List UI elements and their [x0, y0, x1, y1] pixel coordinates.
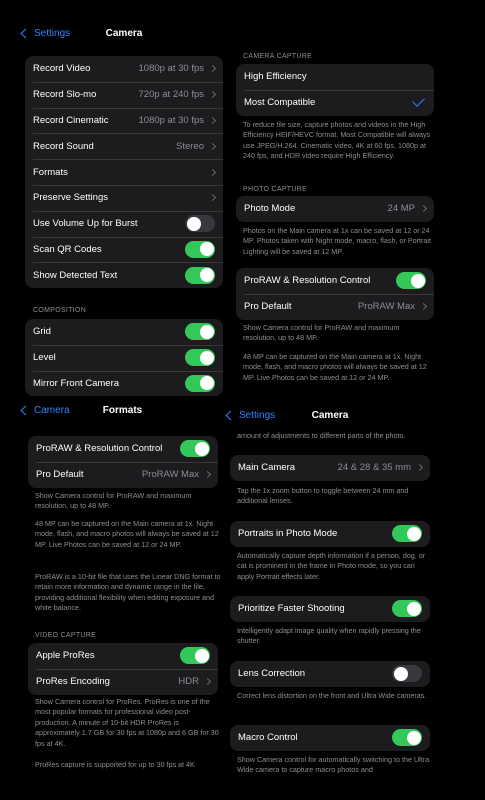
proraw-toggle[interactable]: [396, 272, 426, 289]
row-value: 1080p at 30 fps: [138, 114, 204, 126]
row-label: Most Compatible: [244, 97, 316, 109]
detected-text-toggle[interactable]: [185, 267, 215, 284]
portraits-row: [230, 521, 430, 547]
back-label: Camera: [34, 405, 70, 416]
row-label: Pro Default: [244, 301, 292, 313]
record-cinematic-row[interactable]: [25, 108, 223, 134]
level-row: [25, 345, 223, 371]
row-label: Portraits in Photo Mode: [238, 528, 338, 540]
camera-settings-panel: [0, 0, 228, 405]
high-efficiency-option[interactable]: [236, 64, 434, 90]
chevron-right-icon: [209, 91, 216, 98]
row-value: 1080p at 30 fps: [138, 63, 204, 75]
mirror-front-row: [25, 371, 223, 397]
macro-control-group: [230, 725, 430, 751]
row-label: Show Detected Text: [33, 269, 118, 281]
volume-burst-toggle[interactable]: [185, 215, 215, 232]
grid-row: [25, 319, 223, 345]
row-label: Apple ProRes: [36, 650, 95, 662]
mirror-front-toggle[interactable]: [185, 375, 215, 392]
pro-default-row[interactable]: [28, 462, 218, 488]
volume-burst-row: [25, 211, 223, 237]
proraw-row: [236, 268, 434, 294]
pro-default-row[interactable]: [236, 294, 434, 320]
chevron-right-icon: [209, 194, 216, 201]
photo-mode-footnote: Photos on the Main camera at 1x can be saved at 12 or 24 MP. Photos taken with Night mode, macro, flash, or Portrait Lighting will be saved at 12 MP.: [243, 226, 432, 256]
row-label: Macro Control: [238, 732, 298, 744]
row-label: Preserve Settings: [33, 192, 108, 204]
row-label: Prioritize Faster Shooting: [238, 603, 345, 615]
main-camera-footnote: Tap the 1x zoom button to toggle between 24 mm and additional lenses.: [237, 486, 409, 506]
faster-shooting-toggle[interactable]: [392, 600, 422, 617]
portraits-toggle[interactable]: [392, 525, 422, 542]
navigation-bar: [0, 397, 225, 425]
page-title: Camera: [105, 28, 143, 39]
proraw-footnote-1: Show Camera control for ProRAW and maximum resolution, up to 48 MP.: [243, 323, 400, 343]
composition-group: [25, 319, 223, 396]
portraits-footnote: Automatically capture depth information if a person, dog, or cat is prominent in the frame in Photo mode, so you can apply Portrait effects later.: [237, 551, 426, 581]
formats-panel: [0, 397, 225, 800]
row-label: Main Camera: [238, 462, 296, 474]
top-footnote: amount of adjustments to different parts of the photo.: [237, 431, 406, 440]
row-value: 24 MP: [387, 203, 415, 215]
macro-control-footnote: Show Camera control for automatically switching to the Ultra Wide camera to capture macro photos and: [237, 755, 430, 775]
most-compatible-option[interactable]: [236, 90, 434, 116]
proraw-footnote-2: 48 MP can be captured on the Main camera at 1x. Night mode, flash, and macro photos will always be saved at 12 MP. Live Photos can be saved at 12 or 24 MP.: [243, 352, 427, 382]
row-value: 24 & 28 & 35 mm: [337, 462, 411, 474]
chevron-right-icon: [420, 303, 427, 310]
chevron-right-icon: [209, 65, 216, 72]
lens-correction-footnote: Correct lens distortion on the front and Ultra Wide cameras.: [237, 691, 427, 700]
record-video-row[interactable]: [25, 56, 223, 82]
row-label: Pro Default: [36, 469, 84, 481]
section-header-composition: COMPOSITION: [33, 307, 87, 314]
row-label: ProRAW & Resolution Control: [36, 443, 163, 455]
section-header-photo-capture: PHOTO CAPTURE: [243, 186, 308, 193]
scan-qr-toggle[interactable]: [185, 241, 215, 258]
back-label: Settings: [239, 410, 276, 421]
scan-qr-row: [25, 237, 223, 263]
chevron-right-icon: [204, 471, 211, 478]
lens-correction-group: [230, 661, 430, 687]
prores-footnote-1: Show Camera control for ProRes. ProRes is one of the most popular formats for professional video post-production. A minute of 10-bit HDR ProRes is approximately 1.7 GB for 30 fps at 1080p and 6 GB for 30 fps at 4K.: [35, 697, 219, 748]
row-value: 720p at 240 fps: [138, 89, 204, 101]
row-value: ProRAW Max: [141, 469, 199, 481]
chevron-right-icon: [209, 117, 216, 124]
row-label: Lens Correction: [238, 668, 306, 680]
camera-panel: [225, 402, 485, 800]
macro-control-row: [230, 725, 430, 751]
faster-shooting-footnote: Intelligently adapt image quality when rapidly pressing the shutter.: [237, 626, 421, 646]
faster-shooting-row: [230, 596, 430, 622]
formats-settings-panel: [228, 0, 485, 405]
proraw-footnote-2: 48 MP can be captured on the Main camera at 1x. Night mode, flash, and macro photos will always be saved at 12 MP. Live Photos can be saved at 12 or 24 MP.: [35, 519, 219, 549]
faster-shooting-group: [230, 596, 430, 622]
record-sound-row[interactable]: [25, 133, 223, 159]
chevron-right-icon: [204, 678, 211, 685]
section-header-video-capture: VIDEO CAPTURE: [35, 632, 97, 639]
main-camera-row[interactable]: [230, 455, 430, 481]
record-slomo-row[interactable]: [25, 82, 223, 108]
detected-text-row: [25, 262, 223, 288]
row-label: Photo Mode: [244, 203, 296, 215]
proraw-group: [236, 268, 434, 320]
row-label: ProRes Encoding: [36, 676, 110, 688]
row-label: Formats: [33, 166, 68, 178]
row-label: Record Cinematic: [33, 114, 109, 126]
chevron-right-icon: [209, 169, 216, 176]
photo-mode-row[interactable]: [236, 196, 434, 222]
page-title: Camera: [311, 410, 349, 421]
row-label: High Efficiency: [244, 71, 307, 83]
page-title: Formats: [102, 405, 143, 416]
photo-mode-group: [236, 196, 434, 222]
apple-prores-row: [28, 643, 218, 669]
chevron-right-icon: [416, 464, 423, 471]
preserve-settings-row[interactable]: [25, 185, 223, 211]
lens-correction-toggle[interactable]: [392, 665, 422, 682]
video-capture-group: [28, 643, 218, 695]
camera-capture-group: [236, 64, 434, 116]
row-label: Grid: [33, 326, 51, 338]
macro-control-toggle[interactable]: [392, 729, 422, 746]
row-value: ProRAW Max: [357, 301, 415, 313]
grid-toggle[interactable]: [185, 323, 215, 340]
prores-footnote-2: ProRes capture is supported for up to 30 fps at 4K: [35, 760, 195, 769]
video-settings-group: [25, 56, 223, 288]
apple-prores-toggle[interactable]: [180, 647, 210, 664]
chevron-right-icon: [420, 205, 427, 212]
row-value: Stereo: [176, 140, 204, 152]
row-label: Mirror Front Camera: [33, 377, 120, 389]
row-label: Level: [33, 352, 56, 364]
navigation-bar: [0, 20, 228, 48]
row-label: Record Video: [33, 63, 91, 75]
proraw-group: [28, 436, 218, 488]
portraits-group: [230, 521, 430, 547]
capture-footnote: To reduce file size, capture photos and videos in the High Efficiency HEIF/HEVC format. Most Compatible will always use JPEG/H.264. Cinematic video, 4K at 60 fps, 1080p at 240 fps, and HDR video require High Efficiency.: [243, 120, 431, 161]
chevron-right-icon: [209, 143, 216, 150]
proraw-footnote-3: ProRAW is a 10-bit file that uses the Linear DNG format to retain more information and dynamic range in the file, providing additional flexibility when editing exposure and white balance.: [35, 572, 221, 613]
back-label: Settings: [34, 28, 71, 39]
row-label: Record Sound: [33, 140, 94, 152]
main-camera-group: [230, 455, 430, 481]
row-label: Scan QR Codes: [33, 243, 102, 255]
lens-correction-row: [230, 661, 430, 687]
level-toggle[interactable]: [185, 349, 215, 366]
proraw-row: [28, 436, 218, 462]
row-label: ProRAW & Resolution Control: [244, 275, 371, 287]
proraw-footnote-1: Show Camera control for ProRAW and maximum resolution, up to 48 MP.: [35, 491, 192, 511]
row-label: Record Slo-mo: [33, 89, 97, 101]
prores-encoding-row[interactable]: [28, 669, 218, 695]
row-value: HDR: [178, 676, 199, 688]
section-header-camera-capture: CAMERA CAPTURE: [243, 53, 313, 60]
proraw-toggle[interactable]: [180, 440, 210, 457]
navigation-bar: [225, 402, 485, 430]
row-label: Use Volume Up for Burst: [33, 218, 138, 230]
formats-row[interactable]: [25, 159, 223, 185]
